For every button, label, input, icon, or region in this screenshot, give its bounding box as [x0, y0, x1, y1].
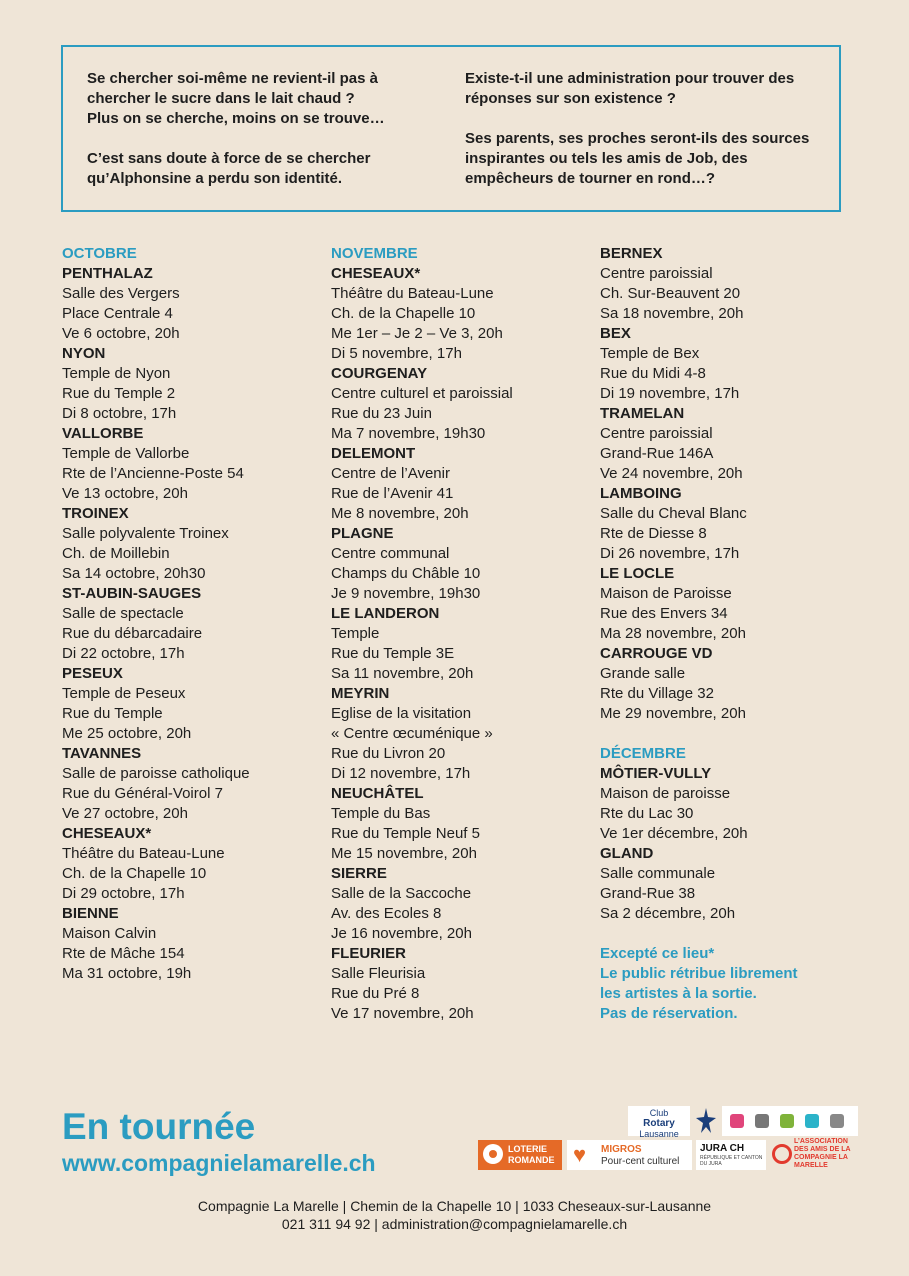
rotary-club-text: Club: [649, 1108, 669, 1118]
venue-detail: Temple: [331, 625, 380, 642]
venue-city: TRAMELAN: [600, 405, 685, 422]
venue-detail: Rte du Lac 30: [600, 805, 694, 822]
association-text: L’ASSOCIATION DES AMIS DE LA COMPAGNIE LA MARELLE: [794, 1138, 851, 1169]
venue-detail: Ve 6 octobre, 20h: [62, 325, 180, 342]
rotary-logo: [628, 1106, 690, 1139]
intro-paragraph: Se chercher soi-même ne revient-il pas à chercher le sucre dans le lait chaud ? Plus on se cherche, moins on se trouve…: [87, 70, 385, 127]
venue-detail: Théâtre du Bateau-Lune: [331, 285, 494, 302]
heart-icon: ♥: [573, 1142, 587, 1167]
venue-detail: Rue du Midi 4-8: [600, 365, 706, 382]
venue-detail: Ma 31 octobre, 19h: [62, 965, 192, 982]
venue-detail: Je 16 novembre, 20h: [331, 925, 472, 942]
venue-detail: Salle de spectacle: [62, 605, 184, 622]
venue-detail: Ve 27 octobre, 20h: [62, 805, 188, 822]
association-logo: [770, 1138, 860, 1172]
canton-icon: [755, 1114, 769, 1128]
venue-city: MÔTIER-VULLY: [600, 765, 712, 782]
venue-detail: Place Centrale 4: [62, 305, 173, 322]
venue-city: SIERRE: [331, 865, 387, 882]
venue-detail: Maison Calvin: [62, 925, 157, 942]
venue-city: GLAND: [600, 845, 654, 862]
jura-logo: [696, 1140, 766, 1170]
notice-line: Pas de réservation.: [600, 1005, 738, 1022]
venue-city: CARROUGE VD: [600, 645, 713, 662]
star-icon: [694, 1106, 718, 1136]
website-link[interactable]: www.compagnielamarelle.ch: [62, 1150, 376, 1176]
venue-detail: Centre paroissial: [600, 425, 713, 442]
loterie-text: LOTERIE: [508, 1144, 548, 1154]
venue-detail: Di 19 novembre, 17h: [600, 385, 740, 402]
venue-detail: Salle de paroisse catholique: [62, 765, 250, 782]
venue-detail: Centre communal: [331, 545, 450, 562]
venue-city: DELEMONT: [331, 445, 416, 462]
venue-city: BIENNE: [62, 905, 119, 922]
venue-detail: Rue du Temple 3E: [331, 645, 455, 662]
canton-icon: [830, 1114, 844, 1128]
venue-city: LAMBOING: [600, 485, 682, 502]
intro-box: [61, 45, 841, 212]
venue-detail: Ch. Sur-Beauvent 20: [600, 285, 741, 302]
venue-detail: Me 25 octobre, 20h: [62, 725, 192, 742]
footer-contact: 021 311 94 92 | administration@compagnielamarelle.ch: [281, 1216, 628, 1232]
venue-detail: Grand-Rue 146A: [600, 445, 714, 462]
venue-detail: Ve 13 octobre, 20h: [62, 485, 188, 502]
venue-detail: Centre paroissial: [600, 265, 713, 282]
venue-city: CHESEAUX*: [331, 265, 421, 282]
venue-detail: Di 26 novembre, 17h: [600, 545, 740, 562]
venue-detail: Ma 7 novembre, 19h30: [331, 425, 486, 442]
venue-detail: Ve 1er décembre, 20h: [600, 825, 748, 842]
venue-detail: Grand-Rue 38: [600, 885, 696, 902]
venue-city: FLEURIER: [331, 945, 406, 962]
venue-detail: Centre de l’Avenir: [331, 465, 450, 482]
venue-detail: Sa 2 décembre, 20h: [600, 905, 736, 922]
rotary-city-text: Lausanne: [639, 1129, 679, 1139]
venue-detail: Di 22 octobre, 17h: [62, 645, 185, 662]
loterie-icon: [483, 1144, 503, 1164]
venue-city: BEX: [600, 325, 631, 342]
venue-city: NEUCHÂTEL: [331, 785, 424, 802]
venue-detail: Salle polyvalente Troinex: [62, 525, 229, 542]
venue-detail: Ch. de la Chapelle 10: [331, 305, 476, 322]
canton-icon: [730, 1114, 744, 1128]
venue-city: TROINEX: [62, 505, 129, 522]
venue-detail: Temple du Bas: [331, 805, 431, 822]
venue-city: ST-AUBIN-SAUGES: [62, 585, 202, 602]
venue-detail: Sa 18 novembre, 20h: [600, 305, 744, 322]
venue-detail: Temple de Peseux: [62, 685, 186, 702]
venue-detail: Eglise de la visitation: [331, 705, 472, 722]
venue-detail: Maison de Paroisse: [600, 585, 732, 602]
venue-detail: Rue de l’Avenir 41: [331, 485, 454, 502]
venue-detail: Me 1er – Je 2 – Ve 3, 20h: [331, 325, 503, 342]
venue-detail: Temple de Vallorbe: [62, 445, 190, 462]
jura-sub-text: RÉPUBLIQUE ET CANTON DU JURA: [700, 1155, 763, 1167]
venue-detail: Théâtre du Bateau-Lune: [62, 845, 225, 862]
month-heading: OCTOBRE: [62, 245, 137, 262]
venue-detail: Sa 11 novembre, 20h: [331, 665, 474, 682]
venue-detail: Rue du Temple: [62, 705, 163, 722]
tour-title: En tournée: [62, 1106, 256, 1147]
canton-icon: [780, 1114, 794, 1128]
venue-detail: Centre culturel et paroissial: [331, 385, 513, 402]
venue-detail: Maison de paroisse: [600, 785, 731, 802]
venue-detail: Sa 14 octobre, 20h30: [62, 565, 206, 582]
venue-detail: Salle communale: [600, 865, 716, 882]
venue-detail: Rue des Envers 34: [600, 605, 728, 622]
venue-city: PESEUX: [62, 665, 123, 682]
notice-box: [600, 944, 798, 1024]
rotary-name-text: Rotary: [643, 1118, 675, 1129]
venue-detail: Rue du 23 Juin: [331, 405, 432, 422]
venue-detail: Rte du Village 32: [600, 685, 714, 702]
schedule-column-november: [331, 244, 513, 1024]
migros-logo: [567, 1140, 692, 1170]
venue-detail: Di 8 octobre, 17h: [62, 405, 177, 422]
venue-detail: Ch. de la Chapelle 10: [62, 865, 207, 882]
venue-city: LE LOCLE: [600, 565, 675, 582]
venue-city: VALLORBE: [62, 425, 144, 442]
venue-detail: Di 12 novembre, 17h: [331, 765, 471, 782]
venue-detail: Rue du Pré 8: [331, 985, 420, 1002]
venue-detail: Av. des Ecoles 8: [331, 905, 442, 922]
venue-detail: Rte de Diesse 8: [600, 525, 707, 542]
intro-left: [87, 69, 439, 209]
intro-right: [465, 69, 817, 209]
venue-detail: Ch. de Moillebin: [62, 545, 170, 562]
schedule-column-late-november-december: [600, 244, 798, 1024]
venue-detail: Ma 28 novembre, 20h: [600, 625, 746, 642]
notice-line: Excepté ce lieu*: [600, 945, 715, 962]
venue-detail: Temple de Bex: [600, 345, 700, 362]
venue-city: NYON: [62, 345, 106, 362]
footer-address: Compagnie La Marelle | Chemin de la Chapelle 10 | 1033 Cheseaux-sur-Lausanne: [197, 1198, 712, 1214]
venue-detail: Champs du Châble 10: [331, 565, 481, 582]
venue-city: COURGENAY: [331, 365, 428, 382]
venue-detail: Di 29 octobre, 17h: [62, 885, 185, 902]
venue-detail: Salle Fleurisia: [331, 965, 426, 982]
month-heading: NOVEMBRE: [331, 245, 418, 262]
venue-detail: Rue du Livron 20: [331, 745, 446, 762]
venue-city: BERNEX: [600, 245, 663, 262]
venue-detail: Ve 17 novembre, 20h: [331, 1005, 474, 1022]
venue-detail: Ve 24 novembre, 20h: [600, 465, 743, 482]
venue-detail: Di 5 novembre, 17h: [331, 345, 462, 362]
venue-detail: Rte de l’Ancienne-Poste 54: [62, 465, 244, 482]
venue-detail: Rue du débarcadaire: [62, 625, 203, 642]
loterie-romande-logo: [478, 1140, 562, 1170]
month-heading: DÉCEMBRE: [600, 745, 686, 762]
venue-detail: Salle du Cheval Blanc: [600, 505, 747, 522]
migros-sub-text: Pour-cent culturel: [601, 1156, 680, 1167]
venue-city: CHESEAUX*: [62, 825, 152, 842]
venue-detail: Me 29 novembre, 20h: [600, 705, 746, 722]
venue-city: TAVANNES: [62, 745, 142, 762]
venue-detail: Grande salle: [600, 665, 686, 682]
canton-icon: [805, 1114, 819, 1128]
venue-city: LE LANDERON: [331, 605, 440, 622]
jura-text: JURA CH: [700, 1143, 745, 1154]
venue-detail: Salle de la Saccoche: [331, 885, 472, 902]
intro-paragraph: Ses parents, ses proches seront-ils des sources inspirantes ou tels les amis de Job, des empêcheurs de tourner en rond…?: [465, 130, 810, 187]
intro-paragraph: C’est sans doute à force de se chercher qu’Alphonsine a perdu son identité.: [87, 150, 371, 187]
venue-detail: Rue du Temple 2: [62, 385, 176, 402]
venue-detail: Je 9 novembre, 19h30: [331, 585, 481, 602]
venue-detail: Me 8 novembre, 20h: [331, 505, 469, 522]
venue-detail: Rue du Général-Voirol 7: [62, 785, 223, 802]
venue-detail: Me 15 novembre, 20h: [331, 845, 477, 862]
ring-icon: [772, 1144, 792, 1164]
venue-detail: Rue du Temple Neuf 5: [331, 825, 480, 842]
notice-line: Le public rétribue librement: [600, 965, 798, 982]
venue-city: PENTHALAZ: [62, 265, 153, 282]
intro-paragraph: Existe-t-il une administration pour trouver des réponses sur son existence ?: [465, 70, 795, 107]
loterie-text: ROMANDE: [508, 1155, 555, 1165]
notice-line: les artistes à la sortie.: [600, 985, 757, 1002]
schedule-column-october: [62, 244, 250, 984]
venue-detail: Rte de Mâche 154: [62, 945, 185, 962]
migros-text: MIGROS: [601, 1144, 642, 1155]
venue-detail: Salle des Vergers: [62, 285, 180, 302]
venue-city: PLAGNE: [331, 525, 394, 542]
venue-detail: « Centre œcuménique »: [331, 725, 493, 742]
venue-detail: Temple de Nyon: [62, 365, 171, 382]
venue-city: MEYRIN: [331, 685, 390, 702]
canton-logos: [722, 1106, 858, 1136]
